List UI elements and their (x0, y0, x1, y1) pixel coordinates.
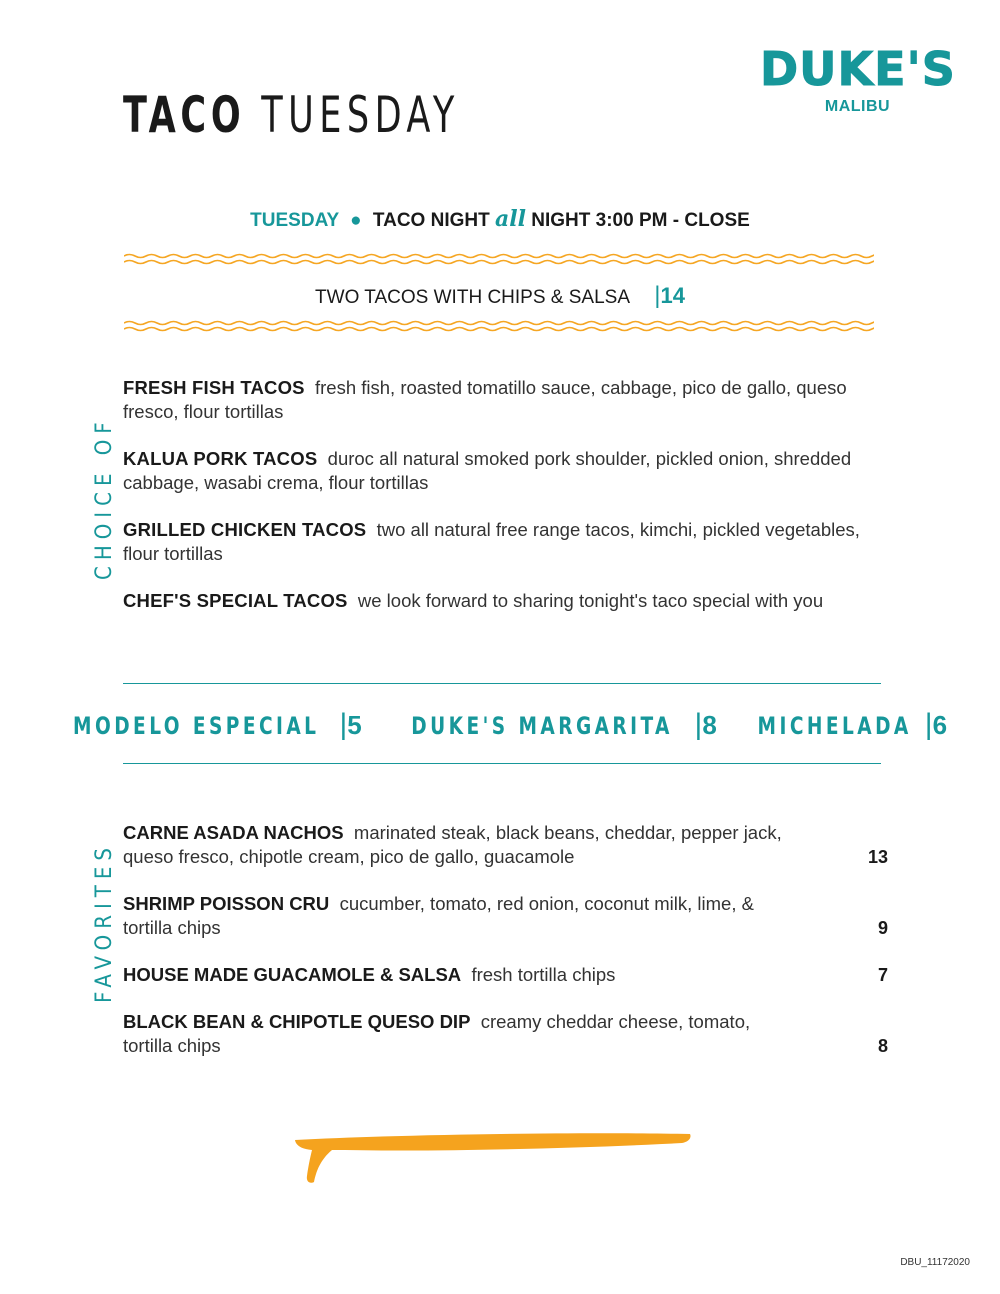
item-desc: duroc all natural smoked pork shoulder, pickled onion, shredded cabbage, wasabi crema, flour tortillas (123, 448, 852, 493)
item-desc: we look forward to sharing tonight's taco special with you (357, 590, 824, 611)
drink-name: DUKE'S MARGARITA (411, 712, 674, 740)
item-name: BLACK BEAN & CHIPOTLE QUESO DIP (123, 1011, 471, 1032)
title-light: TUESDAY (261, 86, 460, 144)
item-desc: fresh tortilla chips (471, 964, 616, 985)
drink-separator: | (924, 708, 933, 741)
doc-code: DBU_11172020 (900, 1257, 970, 1268)
logo-sub: MALIBU (824, 98, 891, 115)
item-name: CHEF'S SPECIAL TACOS (123, 590, 348, 611)
title-bold: TACO (123, 86, 246, 144)
menu-item (123, 963, 893, 987)
tagline (0, 206, 1000, 232)
item-name: FRESH FISH TACOS (123, 377, 305, 398)
menu-item (123, 821, 893, 869)
choice-list (123, 376, 883, 636)
special-separator: | (654, 282, 661, 309)
page-title (123, 86, 460, 144)
menu-item (123, 1010, 893, 1058)
drink-separator: | (694, 708, 703, 741)
divider-top (123, 683, 881, 684)
special-price: 14 (660, 283, 685, 308)
taco-special (0, 282, 1000, 310)
item-desc: marinated steak, black beans, cheddar, pepper jack, queso fresco, chipotle cream, pico de gallo, guacamole (123, 822, 782, 867)
menu-item (123, 518, 883, 566)
choice-side-label: CHOICE OF (92, 416, 117, 580)
dukes-logo (760, 42, 956, 116)
tagline-text-a: TACO NIGHT (372, 210, 490, 231)
item-price: 8 (877, 1036, 888, 1056)
favorites-list (123, 821, 893, 1081)
item-desc: cucumber, tomato, red onion, coconut milk, lime, & tortilla chips (123, 893, 754, 938)
item-price: 13 (867, 847, 888, 867)
tagline-italic: all (495, 206, 526, 232)
drink-price: 6 (932, 710, 948, 740)
divider-bottom (123, 763, 881, 764)
item-price: 7 (877, 965, 888, 985)
bullet-icon: ● (350, 210, 362, 231)
item-price: 9 (877, 918, 888, 938)
item-desc: two all natural free range tacos, kimchi, pickled vegetables, flour tortillas (123, 519, 860, 564)
item-name: SHRIMP POISSON CRU (123, 893, 330, 914)
item-name: GRILLED CHICKEN TACOS (123, 519, 367, 540)
drink-name: MODELO ESPECIAL (73, 712, 320, 740)
item-desc: creamy cheddar cheese, tomato, tortilla chips (123, 1011, 751, 1056)
wave-divider-top (124, 252, 874, 266)
item-name: CARNE ASADA NACHOS (123, 822, 344, 843)
drink-name: MICHELADA (758, 712, 913, 740)
item-desc: fresh fish, roasted tomatillo sauce, cabbage, pico de gallo, queso fresco, flour tortillas (123, 377, 847, 422)
menu-item (123, 589, 883, 613)
menu-item (123, 447, 883, 495)
tagline-text-b: NIGHT 3:00 PM - CLOSE (531, 210, 750, 231)
surfboard-icon (290, 1130, 700, 1190)
drink-price: 5 (347, 710, 362, 740)
favorites-side-label: FAVORITES (92, 842, 117, 1003)
logo-brand: DUKE'S (760, 42, 956, 96)
wave-divider-bottom (124, 319, 874, 333)
menu-item (123, 892, 893, 940)
drinks-row (0, 708, 1000, 742)
drink-separator: | (339, 708, 348, 741)
tagline-day: TUESDAY (250, 210, 339, 231)
drink-price: 8 (702, 710, 717, 740)
menu-item (123, 376, 883, 424)
item-name: HOUSE MADE GUACAMOLE & SALSA (123, 964, 462, 985)
special-label: TWO TACOS WITH CHIPS & SALSA (315, 287, 629, 308)
item-name: KALUA PORK TACOS (123, 448, 318, 469)
